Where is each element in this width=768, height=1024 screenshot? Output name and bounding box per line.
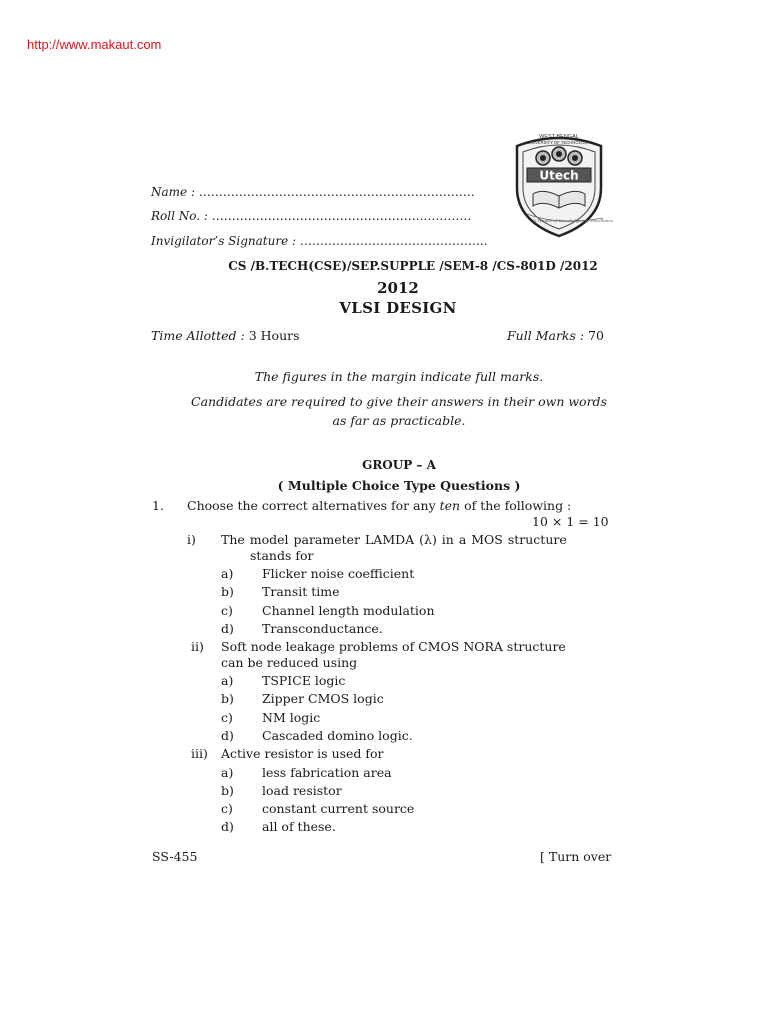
group-title: GROUP – A xyxy=(362,458,436,472)
subquestion-number: iii) xyxy=(191,746,208,761)
option-text: constant current source xyxy=(262,801,415,816)
time-value: 3 Hours xyxy=(248,328,300,343)
subquestion-number: ii) xyxy=(191,639,204,654)
subquestion-text: Active resistor is used for xyxy=(221,746,384,761)
option-text: Flicker noise coefficient xyxy=(262,566,415,581)
option-text: load resistor xyxy=(262,783,342,798)
university-seal-icon xyxy=(503,126,615,238)
option-text: all of these. xyxy=(262,819,336,834)
source-url[interactable]: http://www.makaut.com xyxy=(27,37,162,52)
logo-name: Utech xyxy=(539,168,579,183)
logo-top-text: WEST BENGAL xyxy=(539,134,579,140)
group-subtitle: ( Multiple Choice Type Questions ) xyxy=(277,478,521,493)
instruction-line: as far as practicable. xyxy=(332,413,466,428)
option-text: Transconductance. xyxy=(262,621,383,636)
option-letter: d) xyxy=(221,728,234,743)
subquestion-text: Soft node leakage problems of CMOS NORA structure xyxy=(221,639,566,654)
full-marks xyxy=(507,328,604,343)
option-letter: c) xyxy=(221,801,233,816)
option-text: Zipper CMOS logic xyxy=(262,691,384,706)
logo-motto: A Temple of Knowledge and Excellence xyxy=(533,218,613,223)
turn-over: [ Turn over xyxy=(540,849,612,864)
instruction-line: Candidates are required to give their answers in their own words xyxy=(191,394,607,409)
logo-sub-text: UNIVERSITY OF TECHNOLOGY xyxy=(527,140,591,145)
subquestion-text: The model parameter LAMDA (λ) in a MOS structure xyxy=(221,532,567,547)
option-letter: c) xyxy=(221,710,233,725)
subquestion-text: can be reduced using xyxy=(221,655,358,670)
option-letter: c) xyxy=(221,603,233,618)
footer-code: SS-455 xyxy=(152,849,198,864)
question-marks: 10 × 1 = 10 xyxy=(532,514,609,529)
subquestion-number: i) xyxy=(187,532,196,547)
option-text: Transit time xyxy=(262,584,340,599)
option-letter: b) xyxy=(221,584,234,599)
option-text: NM logic xyxy=(262,710,321,725)
instruction-line: The figures in the margin indicate full marks. xyxy=(254,369,544,384)
option-text: less fabrication area xyxy=(262,765,392,780)
option-text: Cascaded domino logic. xyxy=(262,728,413,743)
subject-title: VLSI DESIGN xyxy=(339,299,457,317)
option-text: TSPICE logic xyxy=(262,673,346,688)
exam-year: 2012 xyxy=(377,279,419,297)
roll-number-field: Roll No. : ……………………………………………..………… xyxy=(151,209,472,223)
option-text: Channel length modulation xyxy=(262,603,435,618)
time-allotted xyxy=(151,328,300,343)
paper-code: CS /B.TECH(CSE)/SEP.SUPPLE /SEM-8 /CS-801D /2012 xyxy=(228,259,598,273)
option-letter: a) xyxy=(221,765,234,780)
option-letter: a) xyxy=(221,673,234,688)
option-letter: b) xyxy=(221,783,234,798)
subquestion-text: stands for xyxy=(250,548,314,563)
option-letter: a) xyxy=(221,566,234,581)
invigilator-signature-field: Invigilator’s Signature : ……………………………………….. xyxy=(151,234,488,248)
marks-value: 70 xyxy=(588,328,604,343)
question-1-text: Choose the correct alternatives for any ten of the following : xyxy=(187,498,572,513)
time-label: Time Allotted : xyxy=(151,328,249,343)
question-number: 1. xyxy=(152,498,164,513)
option-letter: d) xyxy=(221,621,234,636)
marks-label: Full Marks : xyxy=(507,328,589,343)
name-field: Name : …………………………………………………………… xyxy=(151,185,475,199)
option-letter: d) xyxy=(221,819,234,834)
option-letter: b) xyxy=(221,691,234,706)
